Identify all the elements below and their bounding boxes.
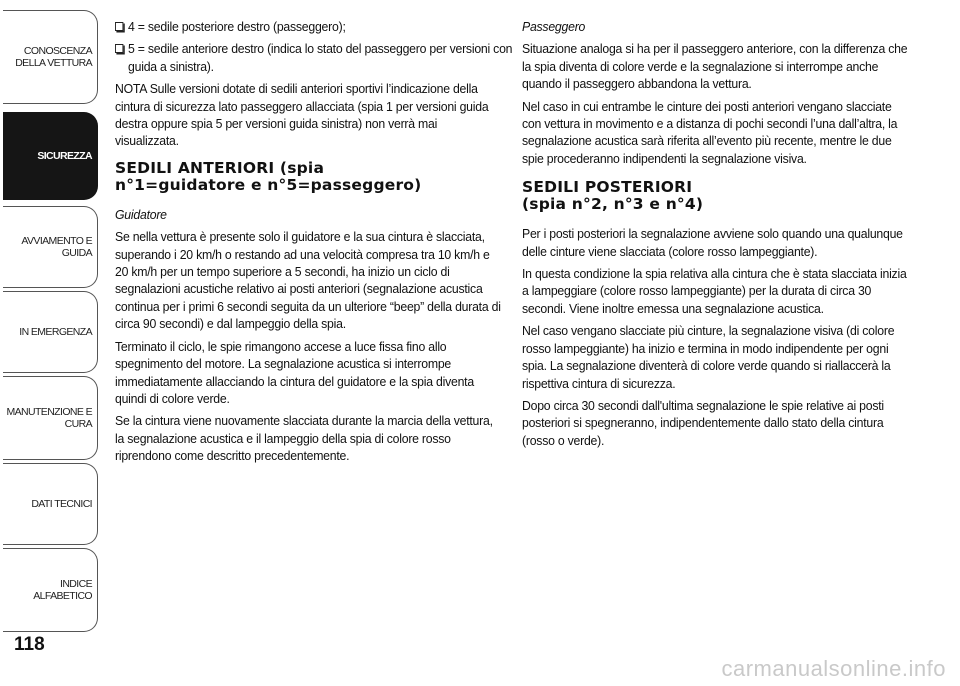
paragraph: Nel caso in cui entrambe le cinture dei posti anteriori vengano slacciate con vettura in movimento e a distanza di pochi secondi l’una dall’altra, la segnalazione acustica sarà riferita all’evento più recente, mentre le due spie procederanno indipendenti la segnalazione visiva.	[522, 98, 898, 166]
checkbox-bullet-icon	[115, 22, 123, 31]
paragraph: Se la cintura viene nuovamente slacciata durante la marcia della vettura, la segnalazione acustica e il lampeggio della spia di colore rosso riprendono come descritto precedentemente.	[115, 413, 493, 464]
tab-manutenzione-e-cura[interactable]: MANUTENZIONE E CURA	[3, 376, 98, 460]
paragraph: In questa condizione la spia relativa alla cintura che è stata slacciata inizia a lampeggiare (colore rosso lampeggiante) per la durata di circa 30 secondi. Viene inoltre emessa una segnalazione acustica.	[522, 266, 907, 316]
subheading-passenger: Passeggero	[522, 19, 586, 34]
tab-sicurezza[interactable]: SICUREZZA	[3, 112, 98, 200]
subheading-driver: Guidatore	[115, 206, 167, 222]
paragraph: Se nella vettura è presente solo il guidatore e la sua cintura è slacciata, superando i 20 km/h o restando ad una velocità compresa tra 10 km/h e 20 km/h per un tempo superiore a 5 secondi, ha inizio un ciclo di segnalazioni acustiche relativo ai posti anteriori (segnalazione acustica continua per i primi 6 secondi seguita da un ulteriore “beep” della durata di circa 90 secondi) e dal lampeggio della spia.	[115, 229, 501, 332]
paragraph: Nel caso vengano slacciate più cinture, la segnalazione visiva (di colore rosso lampeggiante) ha inizio e termina in modo indipendente per ogni spia. La segnalazione diventerà di colore verde quando si riallaccerà la rispettiva cintura di sicurezza.	[522, 323, 895, 391]
tab-in-emergenza[interactable]: IN EMERGENZA	[3, 291, 98, 373]
list-item	[115, 40, 516, 75]
tab-avviamento-e-guida[interactable]: AVVIAMENTO E GUIDA	[3, 206, 98, 288]
right-column	[522, 18, 914, 454]
note-paragraph: NOTA Sulle versioni dotate di sedili anteriori sportivi l’indicazione della cintura di sicurezza lato passeggero allacciata (spia 1 per versioni guida destra oppure spia 5 per versioni guida sinistra) non verrà mai visualizzata.	[115, 81, 489, 149]
heading-line: (spia n°2, n°3 e n°4)	[522, 195, 704, 214]
list-item	[115, 18, 516, 35]
heading-line: SEDILI POSTERIORI	[522, 178, 693, 197]
tab-conoscenza-della-vettura[interactable]: CONOSCENZA DELLA VETTURA	[3, 10, 98, 104]
page-number: 118	[14, 634, 45, 655]
paragraph: Terminato il ciclo, le spie rimangono accese a luce fissa fino allo spegnimento del motore. La segnalazione acustica si interrompe immediatamente allacciando la cintura del guidatore e la spia diventa quindi di colore verde.	[115, 338, 474, 406]
list-item-text: 4 = sedile posteriore destro (passeggero);	[128, 19, 346, 34]
heading-line: n°1=guidatore e n°5=passeggero)	[115, 175, 422, 194]
left-column	[115, 18, 513, 470]
paragraph: Dopo circa 30 secondi dall'ultima segnalazione le spie relative ai posti posteriori si spegneranno, indipendentemente dallo stato della cintura (rosso o verde).	[522, 397, 884, 448]
tab-dati-tecnici[interactable]: DATI TECNICI	[3, 463, 98, 545]
watermark: carmanualsonline.info	[721, 656, 946, 681]
section-heading-front-seats	[115, 160, 505, 194]
paragraph: Situazione analoga si ha per il passeggero anteriore, con la differenza che la spia diventa di colore verde e la segnalazione si interrompe anche quando il passeggero abbandona la vettura.	[522, 41, 908, 92]
list-item-text: 5 = sedile anteriore destro (indica lo stato del passeggero per versioni con guida a sinistra).	[128, 41, 513, 74]
paragraph: Per i posti posteriori la segnalazione avviene solo quando una qualunque delle cinture viene slacciata (colore rosso lampeggiante).	[522, 226, 903, 259]
section-heading-rear-seats	[522, 179, 914, 213]
tab-indice-alfabetico[interactable]: INDICE ALFABETICO	[3, 548, 98, 632]
checkbox-bullet-icon	[115, 44, 123, 53]
heading-line: SEDILI ANTERIORI (spia	[115, 158, 325, 177]
